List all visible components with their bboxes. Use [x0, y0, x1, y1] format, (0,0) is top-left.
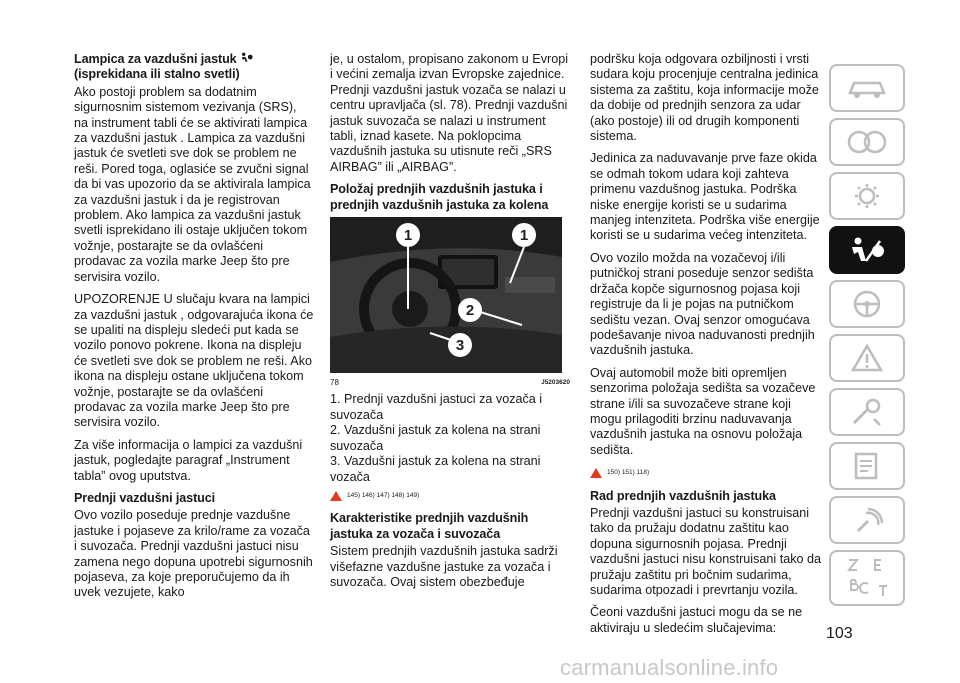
- paragraph: je, u ostalom, propisano zakonom u Evropi i većini zemalja izvan Evropske zajednice. Prednji vazdušni jastuk vozača se nalazi u centru upravljača (sl. 78). Prednji vazdušni jastuk suvozača se nalazi u instrument tabli, iznad kasete. Na poklopcima vazdušnih jastuka su utisnute reči „SRS AIRBAG” ili „AIRBAG”.: [330, 52, 569, 174]
- section-heading-front-airbags: Prednji vazdušni jastuci: [74, 490, 216, 505]
- paragraph: Ovaj automobil može biti opremljen senzorima položaja sedišta sa vozačeve strane i/ili sa suvozačeve strane koji mogu prilagoditi brzinu naduvavanja vazdušnih jastuka na osnovu položaja sedišta.: [590, 365, 816, 457]
- service-icon: [844, 397, 890, 427]
- warning-icon: [844, 343, 890, 373]
- warning-paragraph: UPOZORENJE U slučaju kvara na lampici za vazdušni jastuk , odgovarajuća ikona će se upaliti na displeju sledeći put kada se vozilo ponovo pokrene. Ikona na displeju će svetleti sve dok se problem ne reši. Ako ikona na displeju ostane uključena tokom vožnje, postarajte se da ovlašćeni prodavac za vozila marke Jeep što pre servisira vozilo.: [74, 292, 314, 430]
- paragraph: Za više informacija o lampici za vazdušni jastuk, pogledajte paragraf „Instrument tabla” ovog uputstva.: [74, 437, 303, 483]
- dashboard-illustration: [330, 217, 562, 373]
- chapter-tab-car-info[interactable]: [829, 64, 905, 112]
- watermark: carmanualsonline.info: [560, 655, 779, 680]
- paragraph: Ako postoji problem sa dodatnim sigurnosnim sistemom vezivanja (SRS), na instrument tabli će se aktivirati lampica za vazdušni jastuk . Lampica za vazdušni jastuk će svetleti sve dok se problem ne reši. Pored toga, oglasiće se zvučni signal da bi vas upozorio da se aktivirala lampica za vazdušni jastuk i da je registrovan problem. Ako lampica za vazdušni jastuk svetli isprekidano ili ostaje uključen tokom vožnje, postarajte se da ovlašćeni prodavac za vozila marke Jeep što pre servisira vozilo.: [74, 84, 311, 284]
- column-3: [590, 52, 822, 643]
- section-heading-airbag-lamp: Lampica za vazdušni jastuk (isprekidana ili stalno svetli): [74, 52, 314, 83]
- chapter-tab-dashboard[interactable]: [829, 118, 905, 166]
- figure-id: J5203620: [541, 379, 570, 387]
- callout-1-left: 1: [403, 227, 413, 245]
- dashboard-figure: [330, 217, 562, 373]
- specs-list-icon: [844, 451, 890, 481]
- callout-2: 2: [465, 302, 475, 320]
- figure-number: 78: [330, 378, 339, 388]
- lights-icon: [844, 181, 890, 211]
- chapter-tab-multimedia[interactable]: [829, 496, 905, 544]
- warning-references: 150) 151) 118): [590, 465, 822, 480]
- paragraph: podršku koja odgovara ozbiljnosti i vrsti sudara koju procenjuje centralna jedinica sistema za zaštitu, koja informacije može da dobije od prednjih senzora za udar (ako postoje) ili od drugih komponenti sistema.: [590, 52, 819, 144]
- paragraph: Ovo vozilo poseduje prednje vazdušne jastuke i pojaseve za krilo/rame za vozača i suvozača. Prednji vazdušni jastuci nisu zamena nego dopuna upotrebi sigurnosnih pojaseva, za koje preporučujemo da ih uvek vezujete, kako: [74, 508, 313, 600]
- chapter-tab-specs[interactable]: [829, 442, 905, 490]
- page-number: 103: [826, 625, 853, 642]
- paragraph: Prednji vazdušni jastuci su konstruisani tako da pružaju dodatnu zaštitu kao dopuna sigurnosnih pojasa. Prednji vazdušni jastuci nisu konstruisani tako da pružaju zaštitu pri bočnim sudarima, sudarima otpozadi i prevrtanju vozila.: [590, 505, 822, 597]
- chapter-tab-emergency[interactable]: [829, 334, 905, 382]
- figure-caption: [330, 375, 570, 390]
- warning-icon: [590, 468, 602, 478]
- chapter-tab-safety[interactable]: [829, 226, 905, 274]
- chapter-tab-index[interactable]: [829, 550, 905, 606]
- multimedia-icon: [844, 505, 890, 535]
- paragraph: Jedinica za naduvavanje prve faze okida se odmah tokom udara koji zahteva primenu vazdušnog jastuka. Podrška niske energije koristi se u sudarima manjeg intenziteta. Podrška više energije koristi se u sudarima većeg intenziteta.: [590, 151, 820, 243]
- warning-icon: [330, 491, 342, 501]
- column-1: [74, 52, 314, 608]
- legend-item: 2. Vazdušni jastuk za kolena na strani suvozača: [330, 423, 541, 453]
- paragraph: Sistem prednjih vazdušnih jastuka sadrži višefazne vazdušne jastuke za vozača i suvozača. Ovaj sistem obezbeđuje: [330, 544, 558, 589]
- section-heading-operation: Rad prednjih vazdušnih jastuka: [590, 488, 776, 503]
- chapter-tab-driving[interactable]: [829, 280, 905, 328]
- chapter-tab-lights[interactable]: [829, 172, 905, 220]
- column-2: [330, 52, 570, 597]
- section-heading-characteristics: Karakteristike prednjih vazdušnih jastuka za vozača i suvozača: [330, 511, 529, 541]
- paragraph: Čeoni vazdušni jastuci mogu da se ne aktiviraju u sledećim slučajevima:: [590, 605, 803, 635]
- paragraph: Ovo vozilo možda na vozačevoj i/ili putničkoj strani poseduje senzor sedišta držača kopče sigurnosnog pojasa koji registruje da li je pojas na putničkom sedištu vezan. Ovaj senzor omogućava podešavanje nivoa naduvanosti prednjih vazdušnih jastuka.: [590, 250, 815, 358]
- chapter-tab-service[interactable]: [829, 388, 905, 436]
- car-info-icon: [844, 73, 890, 103]
- legend-item: 1. Prednji vazdušni jastuci za vozača i suvozača: [330, 392, 543, 422]
- index-icon: [841, 556, 893, 600]
- warning-references: 145) 146) 147) 148) 149): [330, 488, 570, 503]
- section-heading-airbag-location: Položaj prednjih vazdušnih jastuka i prednjih vazdušnih jastuka za kolena: [330, 182, 549, 212]
- callout-3: 3: [455, 337, 465, 355]
- legend-item: 3. Vazdušni jastuk za kolena na strani vozača: [330, 454, 541, 484]
- airbag-lamp-icon: [240, 52, 253, 64]
- dashboard-icon: [844, 127, 890, 157]
- callout-1-right: 1: [519, 227, 529, 245]
- steering-wheel-icon: [844, 289, 890, 319]
- airbag-safety-icon: [844, 235, 890, 265]
